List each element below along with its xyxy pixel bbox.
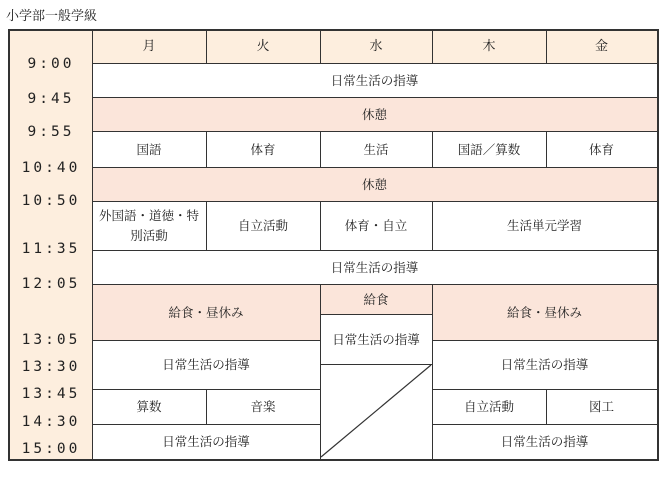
timetable-frame xyxy=(8,29,659,461)
time-label: 13:45 xyxy=(21,386,81,402)
time-label: 9:45 xyxy=(27,91,75,107)
period3-thu: 自立活動 xyxy=(432,390,546,424)
time-label: 11:35 xyxy=(21,241,81,257)
lunch-wed: 給食 xyxy=(320,285,432,314)
end-guidance-mon-tue: 日常生活の指導 xyxy=(92,425,320,459)
time-label: 10:40 xyxy=(21,160,81,176)
period2-mon: 外国語・道徳・特別活動 xyxy=(92,202,206,250)
afternoon-guidance-thu-fri: 日常生活の指導 xyxy=(432,341,657,389)
period1-wed: 生活 xyxy=(320,132,432,167)
midday-guidance-cell: 日常生活の指導 xyxy=(92,251,657,284)
break-cell-2: 休憩 xyxy=(92,168,657,201)
period2-tue: 自立活動 xyxy=(206,202,320,250)
time-label: 9:55 xyxy=(27,124,75,140)
period2-thu-fri: 生活単元学習 xyxy=(432,202,657,250)
time-label: 13:05 xyxy=(21,332,81,348)
period3-tue: 音楽 xyxy=(206,390,320,424)
afternoon-guidance-mon-tue: 日常生活の指導 xyxy=(92,341,320,389)
period2-wed: 体育・自立 xyxy=(320,202,432,250)
day-header-mon: 月 xyxy=(92,31,206,63)
day-header-wed: 水 xyxy=(320,31,432,63)
time-label: 15:00 xyxy=(21,441,81,457)
break-cell-1: 休憩 xyxy=(92,98,657,131)
day-header-thu: 木 xyxy=(432,31,546,63)
period1-tue: 体育 xyxy=(206,132,320,167)
lunch-thu-fri: 給食・昼休み xyxy=(432,285,657,340)
period1-fri: 体育 xyxy=(546,132,657,167)
page-caption: 小学部一般学級 xyxy=(6,9,98,24)
period1-mon: 国語 xyxy=(92,132,206,167)
time-label: 14:30 xyxy=(21,414,81,430)
lunch-mon-tue: 給食・昼休み xyxy=(92,285,320,340)
time-label: 10:50 xyxy=(21,193,81,209)
day-header-fri: 金 xyxy=(546,31,657,63)
period3-mon: 算数 xyxy=(92,390,206,424)
time-label: 12:05 xyxy=(21,276,81,292)
day-header-tue: 火 xyxy=(206,31,320,63)
time-label: 13:30 xyxy=(21,359,81,375)
time-label: 9:00 xyxy=(27,56,75,72)
guidance-wed: 日常生活の指導 xyxy=(320,315,432,364)
end-guidance-thu-fri: 日常生活の指導 xyxy=(432,425,657,459)
period3-fri: 図工 xyxy=(546,390,657,424)
morning-guidance-cell: 日常生活の指導 xyxy=(92,64,657,97)
period1-thu: 国語／算数 xyxy=(432,132,546,167)
